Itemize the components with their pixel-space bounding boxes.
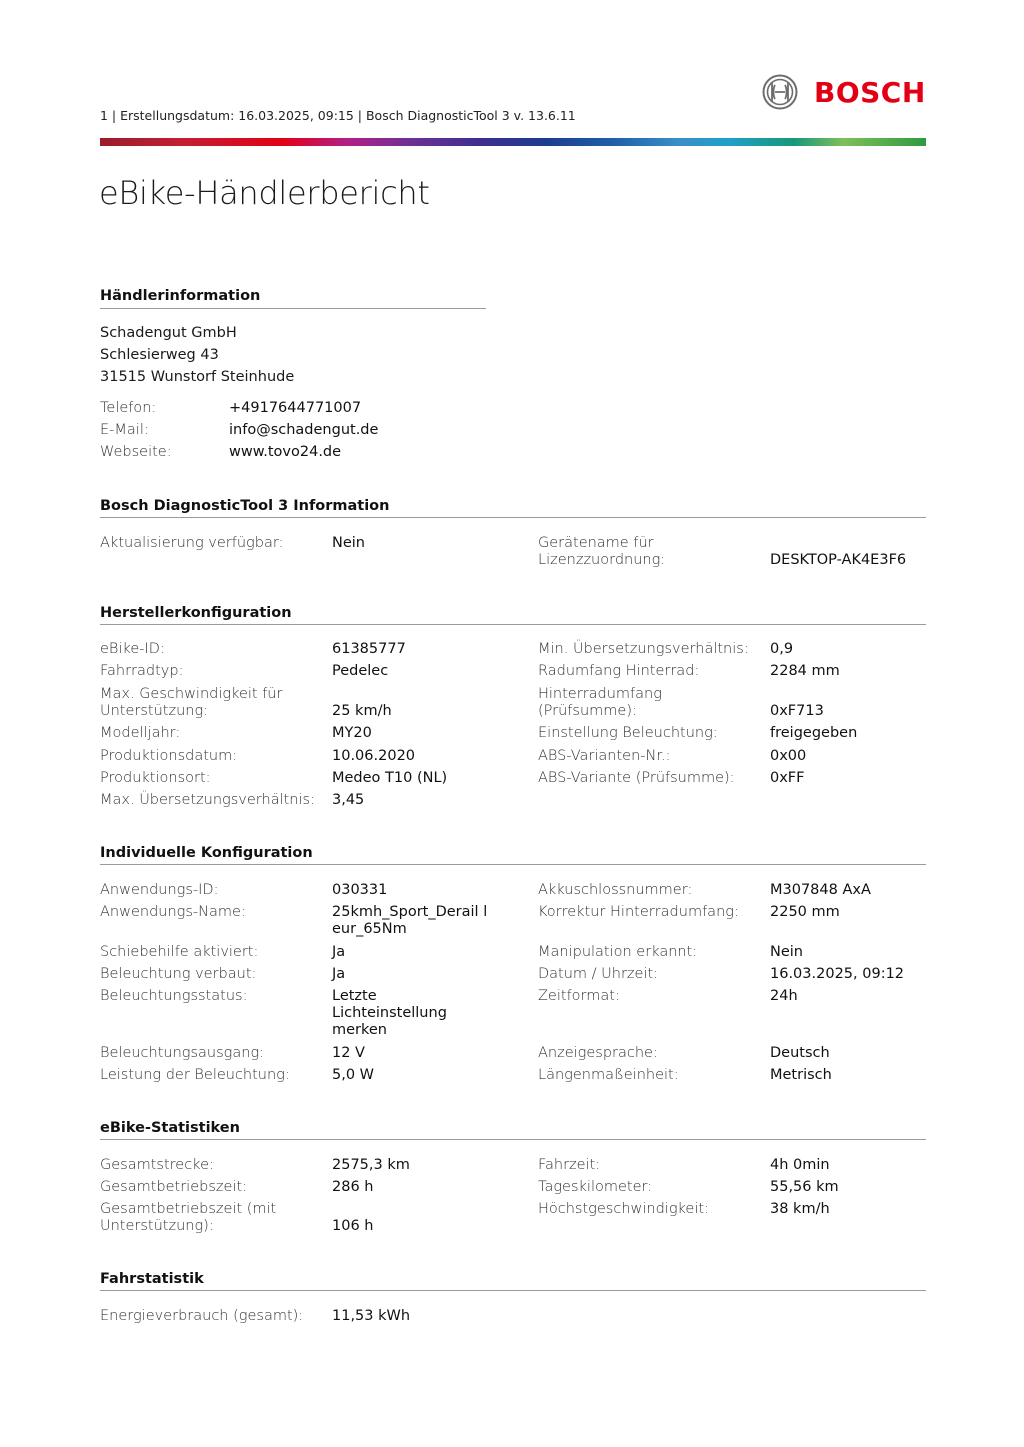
field-value: Deutsch <box>770 1045 830 1061</box>
section-heading-tool: Bosch DiagnosticTool 3 Information <box>100 498 390 514</box>
field-value: M307848 AxA <box>770 882 871 898</box>
section-divider-stats <box>100 1139 926 1140</box>
field-value: 3,45 <box>332 792 365 808</box>
field-value: Nein <box>770 944 803 960</box>
bosch-armature-icon <box>762 74 798 110</box>
section-divider-individual <box>100 864 926 865</box>
field-label: eBike-ID: <box>100 641 165 657</box>
field-label: Min. Übersetzungsverhältnis: <box>538 641 749 657</box>
field-label: Gesamtbetriebszeit (mit Unterstützung): <box>100 1201 277 1234</box>
field-value: 61385777 <box>332 641 406 657</box>
field-value: MY20 <box>332 725 372 741</box>
field-value: 0xF713 <box>770 703 824 719</box>
field-label: Schiebehilfe aktiviert: <box>100 944 259 960</box>
field-label: Max. Übersetzungsverhältnis: <box>100 792 315 808</box>
field-label: Radumfang Hinterrad: <box>538 663 700 679</box>
section-divider-tool <box>100 517 926 518</box>
dealer-name: Schadengut GmbH <box>100 325 237 341</box>
field-value: 24h <box>770 988 798 1004</box>
field-label: Fahrradtyp: <box>100 663 184 679</box>
field-label: Energieverbrauch (gesamt): <box>100 1308 304 1324</box>
field-label: Beleuchtungsstatus: <box>100 988 248 1004</box>
section-heading-manufacturer: Herstellerkonfiguration <box>100 605 292 621</box>
field-value: 286 h <box>332 1179 374 1195</box>
field-value: 2575,3 km <box>332 1157 410 1173</box>
dealer-email-label: E-Mail: <box>100 422 149 438</box>
color-stripe <box>100 138 926 146</box>
field-label: Max. Geschwindigkeit für Unterstützung: <box>100 686 283 719</box>
field-label: ABS-Varianten-Nr.: <box>538 748 671 764</box>
field-label: Akkuschlossnummer: <box>538 882 693 898</box>
field-value: Pedelec <box>332 663 389 679</box>
field-label: ABS-Variante (Prüfsumme): <box>538 770 735 786</box>
field-value: Letzte Lichteinstellung merken <box>332 988 447 1038</box>
field-label: Datum / Uhrzeit: <box>538 966 659 982</box>
field-value: Nein <box>332 535 365 551</box>
dealer-email: info@schadengut.de <box>229 422 379 438</box>
field-label: Höchstgeschwindigkeit: <box>538 1201 709 1217</box>
section-divider-ride <box>100 1290 926 1291</box>
field-label: Längenmaßeinheit: <box>538 1067 679 1083</box>
field-value: DESKTOP-AK4E3F6 <box>770 552 907 568</box>
field-label: Gerätename für Lizenzzuordnung: <box>538 535 666 568</box>
section-divider-manufacturer <box>100 624 926 625</box>
report-header-line: 1 | Erstellungsdatum: 16.03.2025, 09:15 | Bosch DiagnosticTool 3 v. 13.6.11 <box>100 108 576 123</box>
field-value: 25kmh_Sport_Derail leur_65Nm <box>332 904 488 937</box>
section-heading-individual: Individuelle Konfiguration <box>100 845 313 861</box>
field-value: Metrisch <box>770 1067 832 1083</box>
field-label: Gesamtstrecke: <box>100 1157 214 1173</box>
field-value: freigegeben <box>770 725 858 741</box>
field-value: Ja <box>332 944 346 960</box>
field-value: 0,9 <box>770 641 794 657</box>
field-value: 4h 0min <box>770 1157 830 1173</box>
dealer-phone: +4917644771007 <box>229 400 362 416</box>
field-value: 030331 <box>332 882 388 898</box>
dealer-website: www.tovo24.de <box>229 444 342 460</box>
field-value: 12 V <box>332 1045 365 1061</box>
dealer-city: 31515 Wunstorf Steinhude <box>100 369 295 385</box>
field-label: Anwendungs-ID: <box>100 882 219 898</box>
page-title: eBike-Händlerbericht <box>99 174 430 212</box>
field-label: Gesamtbetriebszeit: <box>100 1179 248 1195</box>
field-label: Fahrzeit: <box>538 1157 601 1173</box>
field-label: Einstellung Beleuchtung: <box>538 725 718 741</box>
field-value: 0x00 <box>770 748 807 764</box>
field-label: Leistung der Beleuchtung: <box>100 1067 290 1083</box>
field-label: Anzeigesprache: <box>538 1045 658 1061</box>
field-value: 0xFF <box>770 770 805 786</box>
field-value: 2250 mm <box>770 904 840 920</box>
bosch-logo <box>762 72 928 112</box>
field-value: 2284 mm <box>770 663 840 679</box>
field-label: Beleuchtung verbaut: <box>100 966 257 982</box>
field-value: 38 km/h <box>770 1201 830 1217</box>
dealer-street: Schlesierweg 43 <box>100 347 219 363</box>
section-divider-dealer <box>100 308 486 309</box>
field-label: Tageskilometer: <box>538 1179 653 1195</box>
field-label: Produktionsort: <box>100 770 211 786</box>
field-label: Manipulation erkannt: <box>538 944 698 960</box>
field-value: 106 h <box>332 1218 374 1234</box>
section-heading-dealer: Händlerinformation <box>100 288 261 304</box>
field-label: Anwendungs-Name: <box>100 904 246 920</box>
field-label: Modelljahr: <box>100 725 181 741</box>
section-heading-stats: eBike-Statistiken <box>100 1120 240 1136</box>
field-value: 16.03.2025, 09:12 <box>770 966 905 982</box>
field-value: Medeo T10 (NL) <box>332 770 448 786</box>
dealer-website-label: Webseite: <box>100 444 172 460</box>
field-label: Produktionsdatum: <box>100 748 238 764</box>
field-label: Hinterradumfang (Prüfsumme): <box>538 686 662 719</box>
field-value: 25 km/h <box>332 703 392 719</box>
field-label: Zeitformat: <box>538 988 620 1004</box>
field-value: 5,0 W <box>332 1067 375 1083</box>
section-heading-ride: Fahrstatistik <box>100 1271 204 1287</box>
field-value: 11,53 kWh <box>332 1308 411 1324</box>
field-value: Ja <box>332 966 346 982</box>
field-label: Beleuchtungsausgang: <box>100 1045 265 1061</box>
field-label: Aktualisierung verfügbar: <box>100 535 284 551</box>
field-value: 10.06.2020 <box>332 748 416 764</box>
bosch-wordmark: BOSCH <box>814 75 926 109</box>
dealer-phone-label: Telefon: <box>100 400 157 416</box>
field-label: Korrektur Hinterradumfang: <box>538 904 739 920</box>
field-value: 55,56 km <box>770 1179 839 1195</box>
